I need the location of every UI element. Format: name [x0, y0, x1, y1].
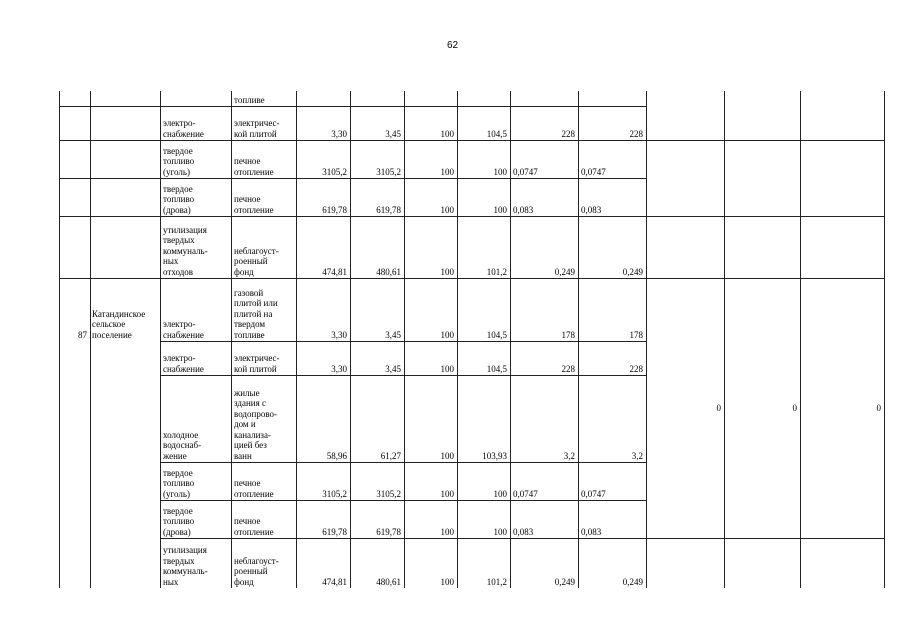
table-cell-v5: 0,083 [513, 204, 534, 215]
table-cell-c3: утилизация твердых коммуналь- ных отходов [163, 224, 208, 277]
table-cell-v3: 100 [440, 266, 454, 277]
table-cell-v3: 100 [440, 329, 454, 340]
table-cell-v6: 0,0747 [581, 166, 606, 177]
table-cell-v6: 228 [629, 128, 643, 139]
table-cell-v6: 178 [629, 329, 643, 340]
table-vline [510, 91, 511, 588]
table-cell-v1: 619,78 [322, 526, 347, 537]
table-cell-v2: 480,61 [376, 576, 401, 587]
table-cell-v4: 100 [493, 166, 507, 177]
table-cell-v2: 619,78 [376, 526, 401, 537]
table-cell-v5: 0,0747 [513, 488, 538, 499]
table-cell-c3: электро- снабжение [163, 353, 204, 374]
table-cell-v6 [581, 91, 643, 105]
table-cell-v3: 100 [440, 576, 454, 587]
table-cell-v4: 104,5 [486, 329, 507, 340]
right-value-2: 0 [792, 402, 797, 413]
table-cell-c3: твердое топливо (дрова) [163, 183, 195, 215]
table-vline [404, 91, 405, 588]
table-vline [296, 91, 297, 588]
table-cell-v2 [353, 91, 401, 105]
table-vline [160, 91, 161, 588]
table-cell-v4: 104,5 [486, 363, 507, 374]
table-cell-v5: 0,249 [554, 576, 575, 587]
table-hline [646, 538, 884, 539]
table-cell-c4: электричес- кой плитой [234, 118, 280, 139]
table-cell-v5: 0,0747 [513, 166, 538, 177]
table-vline [231, 91, 232, 588]
table-cell-c4: газовой плитой или плитой на твердом топливе [234, 287, 278, 340]
table-cell-c4: жилые здания с водопрово- дом и канализа- цией без ванн [234, 387, 278, 461]
table-cell-c3: твердое топливо (уголь) [163, 145, 195, 177]
table-cell-v6: 228 [629, 363, 643, 374]
table-cell-v6: 3,2 [631, 450, 643, 461]
table-cell-c4: топливе [234, 94, 265, 105]
table-cell-v6: 0,0747 [581, 488, 606, 499]
table-cell-v1: 3,30 [331, 128, 347, 139]
table-cell-v1: 3,30 [331, 363, 347, 374]
table-cell-v4: 101,2 [486, 266, 507, 277]
table-cell-v1 [299, 91, 347, 105]
table-cell-c4: неблагоуст- роенный фонд [234, 555, 279, 587]
table-cell-v1: 474,81 [322, 266, 347, 277]
table-cell-c3: холодное водоснаб- жение [163, 429, 202, 461]
table-cell-v3: 100 [440, 363, 454, 374]
right-value-3: 0 [876, 402, 881, 413]
table-cell-v4: 101,2 [486, 576, 507, 587]
table-vline [646, 91, 647, 588]
table-cell-v2: 3105,2 [376, 488, 401, 499]
table-cell-v5 [513, 91, 575, 105]
table-cell-v5: 3,2 [563, 450, 575, 461]
table-vline [350, 91, 351, 588]
table-cell-v3: 100 [440, 204, 454, 215]
table-cell-c3 [163, 91, 228, 105]
table-cell-v2: 3105,2 [376, 166, 401, 177]
table-cell-v5: 228 [561, 363, 575, 374]
table-cell-v5: 228 [561, 128, 575, 139]
table-cell-c4: печное отопление [234, 194, 274, 215]
table-cell-v4: 104,5 [486, 128, 507, 139]
table-cell-v2: 480,61 [376, 266, 401, 277]
table-vline [884, 91, 885, 588]
table-cell-v2: 619,78 [376, 204, 401, 215]
table-cell-c4: печное отопление [234, 156, 274, 177]
table-vline [90, 91, 91, 588]
table-cell-v4: 100 [493, 204, 507, 215]
table-cell-v3: 100 [440, 166, 454, 177]
table-hline [646, 216, 884, 217]
table-cell-v3: 100 [440, 128, 454, 139]
table-cell-v6: 0,083 [581, 526, 602, 537]
table-cell-v4: 103,93 [482, 450, 507, 461]
table-vline [724, 91, 725, 588]
table-vline [578, 91, 579, 588]
table-cell-c3: твердое топливо (дрова) [163, 505, 195, 537]
table-cell-v1: 58,96 [326, 450, 347, 461]
table-cell-v4 [460, 91, 507, 105]
table-cell-v3: 100 [440, 450, 454, 461]
table-cell-v1: 474,81 [322, 576, 347, 587]
table-cell-v3 [407, 91, 454, 105]
table-cell-v2: 3,45 [385, 128, 401, 139]
table-cell-v5: 178 [561, 329, 575, 340]
table-cell-c3: электро- снабжение [163, 319, 204, 340]
table-cell-v2: 61,27 [380, 450, 401, 461]
table-cell-v5: 0,249 [554, 266, 575, 277]
table-cell-v1: 3105,2 [322, 488, 347, 499]
table-cell-c3: электро- снабжение [163, 118, 204, 139]
right-value-1: 0 [716, 402, 721, 413]
table-vline [800, 91, 801, 588]
table-vline [457, 91, 458, 588]
table-cell-c3: твердое топливо (уголь) [163, 467, 195, 499]
table-cell-v1: 619,78 [322, 204, 347, 215]
table-cell-v4: 100 [493, 488, 507, 499]
table-cell-c3: утилизация твердых коммуналь- ных [163, 545, 208, 587]
page-number: 62 [446, 40, 459, 51]
table-cell-v6: 0,083 [581, 204, 602, 215]
table-vline [59, 91, 60, 588]
table-cell-c4: электричес- кой плитой [234, 353, 280, 374]
table-cell-v3: 100 [440, 488, 454, 499]
table-hline [646, 140, 884, 141]
table-cell-v2: 3,45 [385, 363, 401, 374]
table-cell-v1: 3105,2 [322, 166, 347, 177]
table-cell-v3: 100 [440, 526, 454, 537]
table-cell-c4: печное отопление [234, 516, 274, 537]
table-cell-v2: 3,45 [385, 329, 401, 340]
settlement-row-number: 87 [78, 329, 87, 340]
table-cell-v1: 3,30 [331, 329, 347, 340]
table-cell-v6: 0,249 [622, 576, 643, 587]
table-cell-v6: 0,249 [622, 266, 643, 277]
table-cell-c4: печное отопление [234, 478, 274, 499]
settlement-name: Катандинское сельское поселение [92, 308, 146, 340]
table-cell-v5: 0,083 [513, 526, 534, 537]
table-cell-v4: 100 [493, 526, 507, 537]
table-cell-c4: неблагоуст- роенный фонд [234, 245, 279, 277]
